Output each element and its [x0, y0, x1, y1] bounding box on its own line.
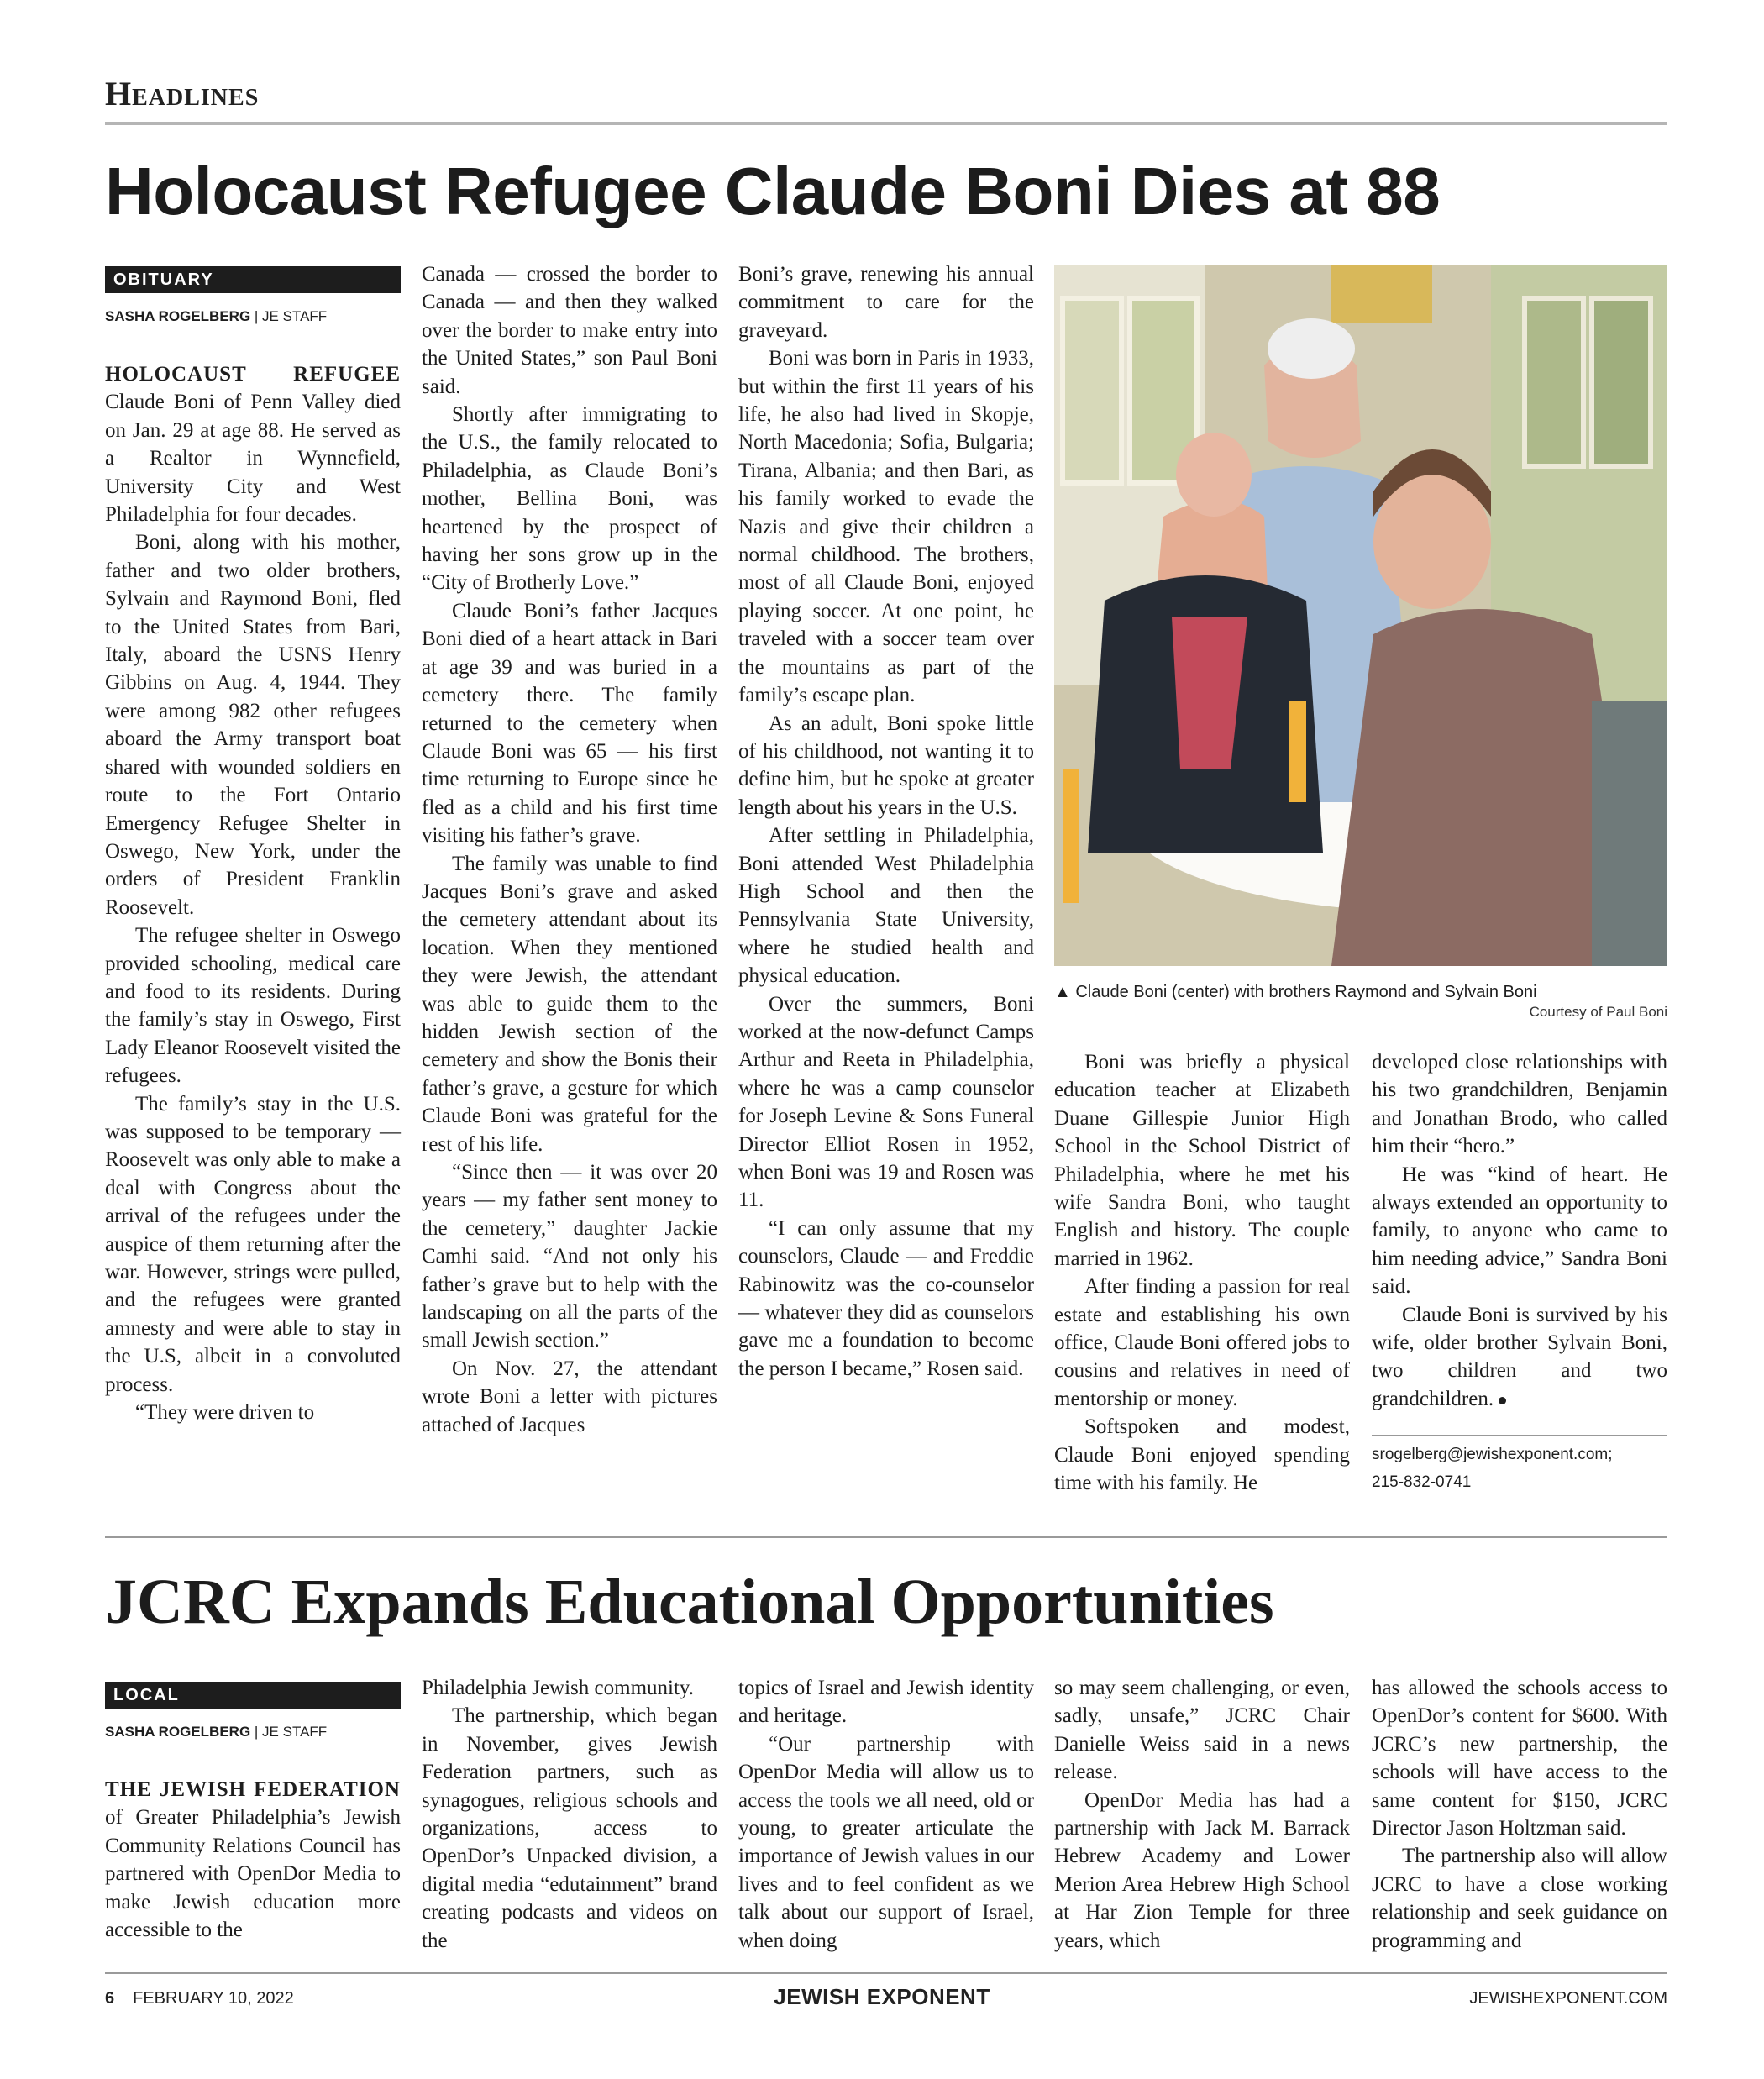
article2-headline[interactable]: JCRC Expands Educational Opportunities — [105, 1567, 1274, 1637]
article1-column-5 — [1372, 1048, 1667, 1496]
byline-role: | JE STAFF — [254, 308, 328, 324]
author-phone[interactable]: 215-832-0741 — [1372, 1473, 1472, 1492]
paragraph: “Our partnership with OpenDor Media will allow us to access the tools we all need, old or young, to greater articulate the importance of Jewish values in our lives and to feel confident as we talk about our support of Israel, when doing — [738, 1732, 1034, 1952]
paragraph: The refugee shelter in Oswego provided schooling, medical care and food to its residents. During the family’s stay in Oswego, First Lady Eleanor Roosevelt visited the refugees. — [105, 924, 401, 1088]
website-link[interactable]: JEWISHEXPONENT.COM — [1469, 1989, 1667, 2008]
end-bullet-icon — [1499, 1397, 1506, 1404]
paragraph: The family’s stay in the U.S. was supposed to be temporary — Roosevelt was only able to make a deal with Congress about the arrival of the refugees under the auspice of them returning after the war. However, strings were pulled, and the refugees were granted amnesty and were able to stay in the U.S, albeit in a convoluted process. — [105, 1092, 401, 1396]
paragraph: On Nov. 27, the attendant wrote Boni a letter with pictures attached of Jacques — [422, 1357, 717, 1436]
article-photo[interactable] — [1054, 265, 1667, 966]
article2-column-5 — [1372, 1674, 1667, 1955]
paragraph: has allowed the schools access to OpenDor’s content for $600. With JCRC’s new partnership, the schools will have access to the same content for $150, JCRC Director Jason Holtzman said. — [1372, 1677, 1667, 1840]
paragraph: topics of Israel and Jewish identity and heritage. — [738, 1677, 1034, 1728]
paragraph: After settling in Philadelphia, Boni attended West Philadelphia High School and then the Pennsylvania State University, where he studied health and physical education. — [738, 824, 1034, 988]
article-divider — [105, 1536, 1667, 1538]
obituary-kicker: OBITUARY — [105, 266, 401, 293]
paragraph: Boni was briefly a physical education teacher at Elizabeth Duane Gillespie Junior High School in the School District of Philadelphia, where he met his wife Sandra Boni, who taught English and history. The couple married in 1962. — [1054, 1051, 1350, 1270]
page-number: 6 — [105, 1989, 115, 2008]
article1-column-1 — [105, 265, 401, 1426]
paragraph: Philadelphia Jewish community. — [422, 1677, 695, 1699]
closing-text: Claude Boni is survived by his wife, older brother Sylvain Boni, two children and two grandchildren. — [1372, 1303, 1667, 1410]
paragraph: After finding a passion for real estate and establishing his own office, Claude Boni offered jobs to cousins and relatives in need of mentorship or money. — [1054, 1275, 1350, 1410]
paragraph: “They were driven to — [135, 1401, 315, 1425]
paragraph: The partnership, which began in November, gives Jewish Federation partners, such as synagogues, religious schools and organizations, access to OpenDor’s Unpacked division, a digital media “edutainment” brand creating podcasts and videos on the — [422, 1704, 717, 1952]
photo-illustration — [1054, 265, 1667, 966]
paragraph: of Greater Philadelphia’s Jewish Community Relations Council has partnered with OpenDor Media to make Jewish education more accessible to the — [105, 1806, 401, 1942]
article2-byline — [105, 1722, 401, 1742]
lead-caps: HOLOCAUST REFUGEE — [105, 363, 401, 386]
paragraph: Over the summers, Boni worked at the now-defunct Camps Arthur and Reeta in Philadelphia, where he was a camp counselor for Joseph Levine & Sons Funeral Director Elliot Rosen in 1952, when Boni was 19 and Rosen was 11. — [738, 992, 1034, 1212]
section-label: Headlines — [105, 75, 260, 113]
paragraph: “I can only assume that my counselors, Claude — and Freddie Rabinowitz was the co-counselor — whatever they did as counselors gave me a foundation to become the person I became,” Rosen said. — [738, 1216, 1034, 1380]
top-rule — [105, 122, 1667, 125]
article2-column-4 — [1054, 1674, 1350, 1955]
byline-name: SASHA ROGELBERG — [105, 308, 251, 324]
paragraph: As an adult, Boni spoke little of his childhood, not wanting it to define him, but he spoke at greater length about his years in the U.S. — [738, 711, 1034, 819]
article2-column-3 — [738, 1674, 1034, 1955]
lead-caps: THE JEWISH FEDERATION — [105, 1778, 401, 1801]
paragraph: He was “kind of heart. He always extended an opportunity to family, to anyone who came to him needing advice,” Sandra Boni said. — [1372, 1163, 1667, 1299]
article2-column-1 — [105, 1680, 401, 1944]
paragraph: The family was unable to find Jacques Boni’s grave and asked the cemetery attendant about its location. When they mentioned they were Jewish, the attendant was able to guide them to the hidden Jewish section of the cemetery and show the Bonis their father’s grave, a gesture for which Claude Boni was grateful for the rest of his life. — [422, 852, 717, 1156]
article1-column-3 — [738, 260, 1034, 1383]
paragraph: Canada — crossed the border to Canada — and then they walked over the border to make entry into the United States,” son Paul Boni said. — [422, 263, 717, 398]
paragraph — [1372, 1301, 1667, 1414]
byline-role: | JE STAFF — [254, 1724, 328, 1740]
paragraph: The partnership also will allow JCRC to have a close working relationship and seek guidance on programming and — [1372, 1845, 1667, 1952]
footer-rule — [105, 1972, 1667, 1974]
article1-byline — [105, 307, 401, 327]
article1-column-2 — [422, 260, 717, 1439]
local-kicker: LOCAL — [105, 1682, 401, 1709]
author-email[interactable]: srogelberg@jewishexponent.com; — [1372, 1446, 1613, 1464]
paragraph: Claude Boni of Penn Valley died on Jan. 29 at age 88. He served as a Realtor in Wynnefield, University City and West Philadelphia for four decades. — [105, 391, 401, 527]
paragraph: OpenDor Media has had a partnership with Jack M. Barrack Hebrew Academy and Lower Merion Area Hebrew High School at Har Zion Temple for three years, which — [1054, 1788, 1350, 1952]
paragraph: Boni’s grave, renewing his annual commitment to care for the graveyard. — [738, 263, 1034, 342]
author-contact — [1372, 1435, 1667, 1496]
article2-column-2 — [422, 1674, 717, 1955]
paragraph: developed close relationships with his two grandchildren, Benjamin and Jonathan Brodo, who called him their “hero.” — [1372, 1051, 1667, 1158]
paragraph: Boni was born in Paris in 1933, but within the first 11 years of his life, he also had lived in Skopje, North Macedonia; Sofia, Bulgaria; Tirana, Albania; and then Bari, as his family worked to evade the Nazis and give their children a normal childhood. The brothers, most of all Claude Boni, enjoyed playing soccer. At one point, he traveled with a soccer team over the mountains as part of the family’s escape plan. — [738, 347, 1034, 707]
byline-name: SASHA ROGELBERG — [105, 1724, 251, 1740]
photo-caption: ▲ Claude Boni (center) with brothers Raymond and Sylvain Boni — [1054, 983, 1537, 1001]
paragraph: Claude Boni’s father Jacques Boni died of a heart attack in Bari at age 39 and was buried in a cemetery there. The family returned to the cemetery when Claude Boni was 65 — his first time returning to Europe since he fled as a child and his first time visiting his father’s grave. — [422, 599, 717, 848]
paragraph: Shortly after immigrating to the U.S., the family relocated to Philadelphia, as Claude Boni’s mother, Bellina Boni, was heartened by the prospect of having her sons grow up in the “City of Brotherly Love.” — [422, 403, 717, 595]
issue-date: FEBRUARY 10, 2022 — [133, 1989, 294, 2008]
paragraph: “Since then — it was over 20 years — my father sent money to the cemetery,” daughter Jackie Camhi said. “And not only his father’s grave but to help with the landscaping on all the parts of the small Jewish section.” — [422, 1161, 717, 1352]
publication-name: JEWISH EXPONENT — [774, 1984, 990, 2009]
article1-column-4 — [1054, 1048, 1350, 1498]
paragraph: so may seem challenging, or even, sadly, unsafe,” JCRC Chair Danielle Weiss said in a news release. — [1054, 1677, 1350, 1784]
article1-headline[interactable]: Holocaust Refugee Claude Boni Dies at 88 — [105, 154, 1441, 228]
photo-credit: Courtesy of Paul Boni — [1529, 1004, 1667, 1020]
paragraph: Boni, along with his mother, father and two older brothers, Sylvain and Raymond Boni, fled to the United States from Bari, Italy, aboard the USNS Henry Gibbins on Aug. 4, 1944. They were among 982 other refugees aboard the Army transport boat shared with wounded soldiers en route to the Fort Ontario Emergency Refugee Shelter in Oswego, New York, under the orders of President Franklin Roosevelt. — [105, 531, 401, 919]
paragraph: Softspoken and modest, Claude Boni enjoyed spending time with his family. He — [1054, 1415, 1350, 1495]
